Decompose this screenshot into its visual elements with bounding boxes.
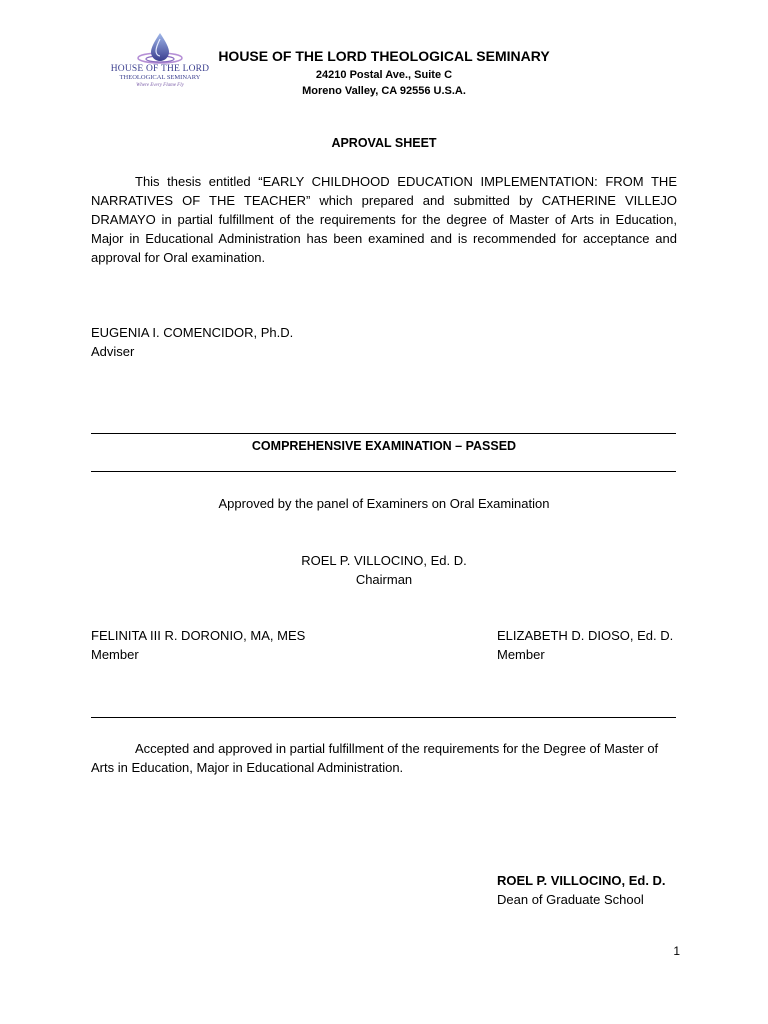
- page-number: 1: [673, 944, 680, 958]
- divider-line: [91, 471, 676, 472]
- panel-statement: Approved by the panel of Examiners on Oral Examination: [218, 496, 550, 511]
- divider-line: [91, 433, 676, 434]
- logo-subtext: THEOLOGICAL SEMINARY: [119, 74, 201, 81]
- address-line-2: Moreno Valley, CA 92556 U.S.A.: [302, 85, 466, 97]
- exam-result: COMPREHENSIVE EXAMINATION – PASSED: [251, 439, 517, 453]
- chairman-role: Chairman: [355, 572, 413, 587]
- divider-line: [91, 717, 676, 718]
- logo-text: HOUSE OF THE LORD: [110, 64, 210, 74]
- member-left-name: FELINITA III R. DORONIO, MA, MES: [91, 628, 306, 643]
- document-title: APROVAL SHEET: [331, 136, 437, 150]
- acceptance-paragraph: Accepted and approved in partial fulfillment of the requirements for the Degree of Master of Arts in Education, Major in Educational Administration.: [91, 741, 659, 775]
- logo-tagline: Where Every Flame Fly: [136, 83, 184, 88]
- chairman-name: ROEL P. VILLOCINO, Ed. D.: [301, 553, 467, 568]
- adviser-role: Adviser: [91, 344, 135, 359]
- intro-paragraph: This thesis entitled “EARLY CHILDHOOD EDUCATION IMPLEMENTATION: FROM THE NARRATIVES OF THE TEACHER” which prepared and submitted by CATHERINE VILLEJO DRAMAYO in partial fulfillment of the requirements for the degree of Master of Arts in Education, Major in Educational Administration has been examined and is recommended for acceptance and approval for Oral examination.: [91, 174, 677, 265]
- address-line-1: 24210 Postal Ave., Suite C: [315, 69, 453, 81]
- institution-name: HOUSE OF THE LORD THEOLOGICAL SEMINARY: [218, 48, 550, 64]
- member-right-role: Member: [497, 647, 545, 662]
- member-right-name: ELIZABETH D. DIOSO, Ed. D.: [497, 628, 674, 643]
- dean-name: ROEL P. VILLOCINO, Ed. D.: [497, 873, 666, 888]
- adviser-name: EUGENIA I. COMENCIDOR, Ph.D.: [91, 325, 294, 340]
- dean-role: Dean of Graduate School: [497, 892, 644, 907]
- member-left-role: Member: [91, 647, 139, 662]
